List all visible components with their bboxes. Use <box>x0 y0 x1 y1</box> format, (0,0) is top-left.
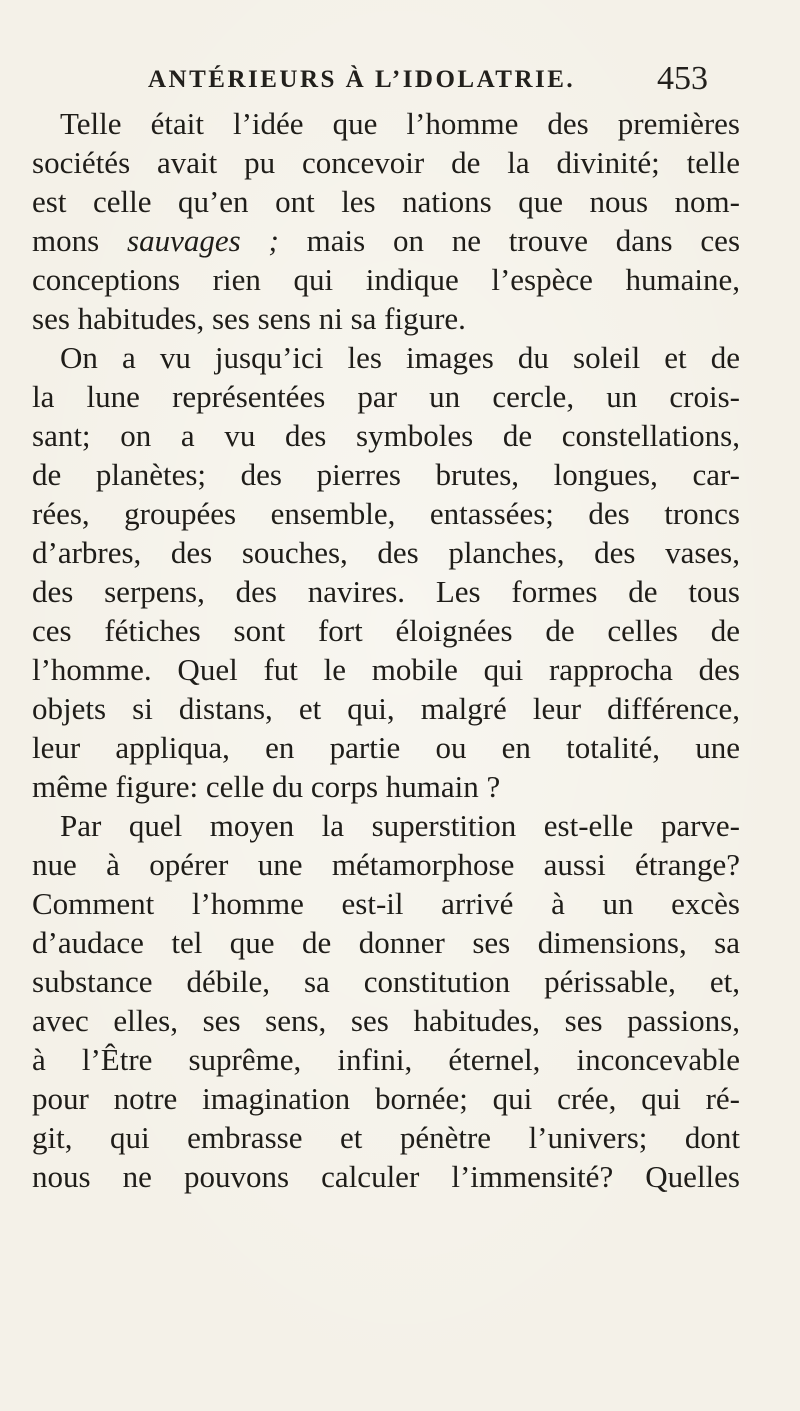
text-line: nous ne pouvons calculer l’immensité? Quelles <box>32 1159 740 1194</box>
text-line: Telle était l’idée que l’homme des premières <box>60 106 740 141</box>
text-fragment: mais on ne trouve dans ces <box>306 223 741 258</box>
text-line: rées, groupées ensemble, entassées; des troncs <box>32 496 740 531</box>
text-line: conceptions rien qui indique l’espèce humaine, <box>32 262 740 297</box>
text-line: git, qui embrasse et pénètre l’univers; dont <box>32 1120 740 1155</box>
text-line: de planètes; des pierres brutes, longues, car- <box>32 457 740 492</box>
text-line: d’arbres, des souches, des planches, des vases, <box>32 535 740 570</box>
page-number: 453 <box>657 60 708 97</box>
text-line: substance débile, sa constitution périssable, et, <box>32 964 740 999</box>
text-line: l’homme. Quel fut le mobile qui rapprocha des <box>32 652 740 687</box>
text-line: On a vu jusqu’ici les images du soleil et de <box>60 340 740 375</box>
text-line: leur appliqua, en partie ou en totalité, une <box>32 730 740 765</box>
text-line: la lune représentées par un cercle, un crois- <box>32 379 740 414</box>
running-title: ANTÉRIEURS À L’IDOLATRIE. <box>148 66 576 93</box>
body-text <box>32 104 740 1196</box>
page-header <box>148 60 708 100</box>
text-line: des serpens, des navires. Les formes de tous <box>32 574 740 609</box>
text-line: à l’Être suprême, infini, éternel, inconcevable <box>32 1042 740 1077</box>
text-line: même figure: celle du corps humain ? <box>32 769 501 804</box>
text-line: pour notre imagination bornée; qui crée, qui ré- <box>32 1081 740 1116</box>
text-line: nue à opérer une métamorphose aussi étrange? <box>32 847 740 882</box>
text-line: sant; on a vu des symboles de constellations, <box>32 418 740 453</box>
text-line: ces fétiches sont fort éloignées de celles de <box>32 613 740 648</box>
text-line <box>32 221 740 260</box>
text-line: avec elles, ses sens, ses habitudes, ses passions, <box>32 1003 740 1038</box>
text-line: Par quel moyen la superstition est-elle parve- <box>60 808 740 843</box>
italic-term: sauvages ; <box>127 223 279 258</box>
text-fragment: mons <box>32 223 100 258</box>
text-line: d’audace tel que de donner ses dimensions, sa <box>32 925 740 960</box>
text-line: sociétés avait pu concevoir de la divinité; telle <box>32 145 740 180</box>
text-line: Comment l’homme est-il arrivé à un excès <box>32 886 740 921</box>
text-line: objets si distans, et qui, malgré leur différence, <box>32 691 740 726</box>
text-line: est celle qu’en ont les nations que nous nom- <box>32 184 740 219</box>
text-line: ses habitudes, ses sens ni sa figure. <box>32 301 466 336</box>
